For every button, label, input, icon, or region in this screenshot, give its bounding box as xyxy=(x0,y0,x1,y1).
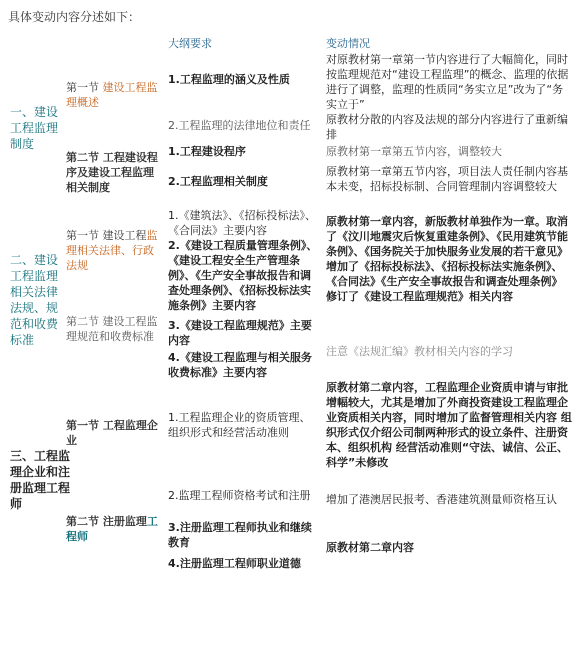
outline-10: 2.监理工程师资格考试和注册 xyxy=(168,489,311,502)
subsection-1-1-title: 建设工程监理概述 xyxy=(66,81,158,109)
header-outline: 大纲要求 xyxy=(168,37,212,50)
outline-12: 4.注册监理工程师职业道德 xyxy=(168,557,301,570)
outline-1: 1.工程监理的涵义及性质 xyxy=(168,73,290,86)
subsection-2-1-title: 监理相关法律、行政法规 xyxy=(66,229,158,272)
outline-5: 1.《建筑法》、《招标投标法》、《合同法》主要内容 xyxy=(168,209,316,237)
header-change: 变动情况 xyxy=(326,37,370,50)
section-1-label: 一、建设工程监理制度 xyxy=(10,105,59,151)
change-8: 增加了港澳居民报考、香港建筑测量师资格互认 xyxy=(326,493,557,506)
outline-9: 1.工程监理企业的资质管理、组织形式和经营活动准则 xyxy=(168,411,311,439)
outline-11: 3.注册监理工程师执业和继续教育 xyxy=(168,521,312,549)
subsection-3-2 xyxy=(66,514,158,544)
subsection-1-1 xyxy=(66,80,158,110)
outline-7: 3.《建设工程监理规范》主要内容 xyxy=(168,319,312,347)
outline-4: 2.工程监理相关制度 xyxy=(168,175,268,188)
subsection-2-1-prefix: 第一节 建设工程 xyxy=(66,229,147,242)
outline-6: 2.《建设工程质量管理条例》、《建设工程安全生产管理条例》、《生产安全事故报告和调查处理条例》、《招标投标法实施条例》主要内容 xyxy=(168,239,318,312)
outline-3: 1.工程建设程序 xyxy=(168,145,246,158)
subsection-2-2: 第二节 建设工程监理规范和收费标准 xyxy=(66,315,158,343)
outline-8: 4.《建设工程监理与相关服务收费标准》主要内容 xyxy=(168,351,312,379)
change-3: 原教材第一章第五节内容，调整较大 xyxy=(326,145,502,158)
intro-text: 具体变动内容分述如下： xyxy=(8,10,141,24)
subsection-2-1 xyxy=(66,228,160,273)
subsection-1-1-prefix: 第一节 xyxy=(66,81,103,94)
change-7: 原教材第二章内容，工程监理企业资质申请与审批增幅较大，尤其是增加了外商投资建设工程监理企业资质相关内容，同时增加了监督管理相关内容 组织形式仅介绍公司制两种形式的设立条件、注册资本、组织机构 经营活动准则“守法、诚信、公正、科学”未修改 xyxy=(326,381,572,469)
subsection-3-2-prefix: 第二节 注册监理 xyxy=(66,515,147,528)
change-1: 对原教材第一章第一节内容进行了大幅简化，同时按监理规范对“建设工程监理”的概念、监理的依据进行了调整，监理的性质同“务实立足”改为了“务实立于” xyxy=(326,53,569,111)
change-2: 原教材分散的内容及法规的部分内容进行了重新编排 xyxy=(326,113,568,141)
subsection-1-2: 第二节 工程建设程序及建设工程监理相关制度 xyxy=(66,151,158,194)
change-9: 原教材第二章内容 xyxy=(326,541,414,554)
section-3-label: 三、工程监理企业和注册监理工程师 xyxy=(10,449,71,511)
change-6: 注意《法规汇编》教材相关内容的学习 xyxy=(326,345,513,358)
outline-2: 2.工程监理的法律地位和责任 xyxy=(168,119,311,132)
subsection-3-1: 第一节 工程监理企业 xyxy=(66,419,158,447)
change-4: 原教材第一章第五节内容，项目法人责任制内容基本未变，招标投标制、合同管理制内容调整较大 xyxy=(326,165,568,193)
change-5: 原教材第一章内容，新版教材单独作为一章。取消了《汶川地震灾后恢复重建条例》、《民用建筑节能条例》、《国务院关于加快服务业发展的若干意见》增加了《招标投标法》、《招标投标法实施条例》、《合同法》《生产安全事故报告和调查处理条例》修订了《建设工程监理规范》相关内容 xyxy=(326,215,568,303)
subsection-3-2-title: 工程师 xyxy=(66,515,158,543)
section-2-label: 二、建设工程监理相关法律法规、规范和收费标准 xyxy=(10,253,59,347)
